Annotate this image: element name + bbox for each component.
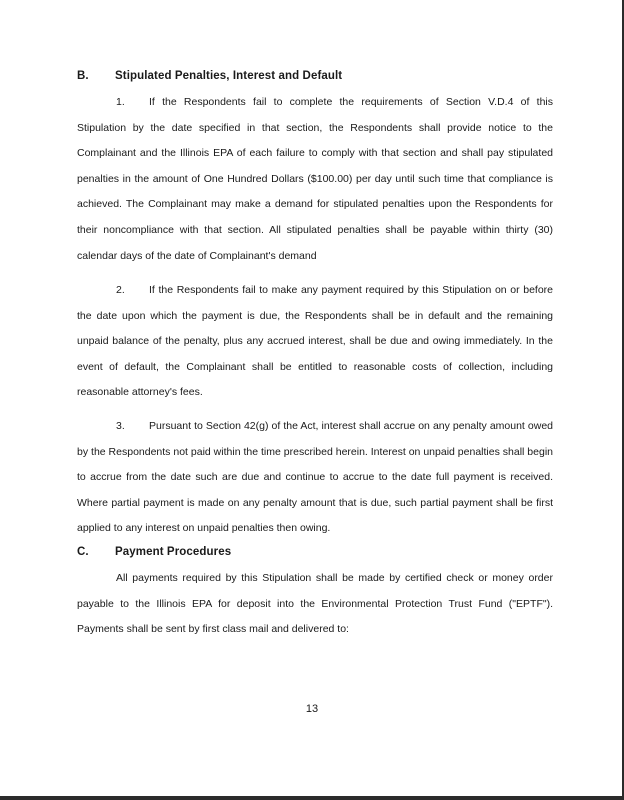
paragraph-number: 2.: [116, 284, 125, 296]
paragraph-number: 3.: [116, 420, 125, 432]
section-b-paragraph-2: [77, 278, 553, 406]
paragraph-text: Pursuant to Section 42(g) of the Act, interest shall accrue on any penalty amount owed by the Respondents not paid within the time prescribed herein. Interest on unpaid penalties shall begin to accrue from the date such are due and continue to accrue to the date full payment is received. Where partial payment is made on any penalty amount that is due, such partial payment shall be first applied to any interest on unpaid penalties then owing.: [77, 420, 553, 535]
page-number: 13: [305, 703, 319, 715]
paragraph-text: If the Respondents fail to complete the requirements of Section V.D.4 of this Stipulation by the date specified in that section, the Respondents shall provide notice to the Complainant and the Illinois EPA of each failure to comply with that section and shall pay stipulated penalties in the amount of One Hundred Dollars ($100.00) per day until such time that compliance is achieved. The Complainant may make a demand for stipulated penalties upon the Respondents for their noncompliance with that section. All stipulated penalties shall be payable within thirty (30) calendar days of the date of Complainant's demand: [77, 96, 553, 262]
section-c-paragraph: [77, 566, 553, 643]
paragraph-text: All payments required by this Stipulation shall be made by certified check or money order payable to the Illinois EPA for deposit into the Environmental Protection Trust Fund ("EPTF"). Payments shall be sent by first class mail and delivered to:: [77, 572, 553, 636]
section-b-heading: [77, 70, 342, 82]
section-b-paragraph-3: [77, 414, 553, 542]
section-c-heading: [77, 546, 231, 558]
paragraph-text: If the Respondents fail to make any payment required by this Stipulation on or before the date upon which the payment is due, the Respondents shall be in default and the remaining unpaid balance of the penalty, plus any accrued interest, shall be due and owing immediately. In the event of default, the Complainant shall be entitled to reasonable costs of collection, including reasonable attorney's fees.: [77, 284, 553, 399]
section-c-letter: C.: [77, 546, 89, 558]
section-b-letter: B.: [77, 70, 89, 82]
scan-edge-bottom: [0, 796, 624, 800]
section-b-title: Stipulated Penalties, Interest and Default: [115, 70, 343, 82]
paragraph-number: 1.: [116, 96, 125, 108]
section-b-paragraph-1: [77, 90, 553, 269]
section-c-title: Payment Procedures: [115, 546, 232, 558]
